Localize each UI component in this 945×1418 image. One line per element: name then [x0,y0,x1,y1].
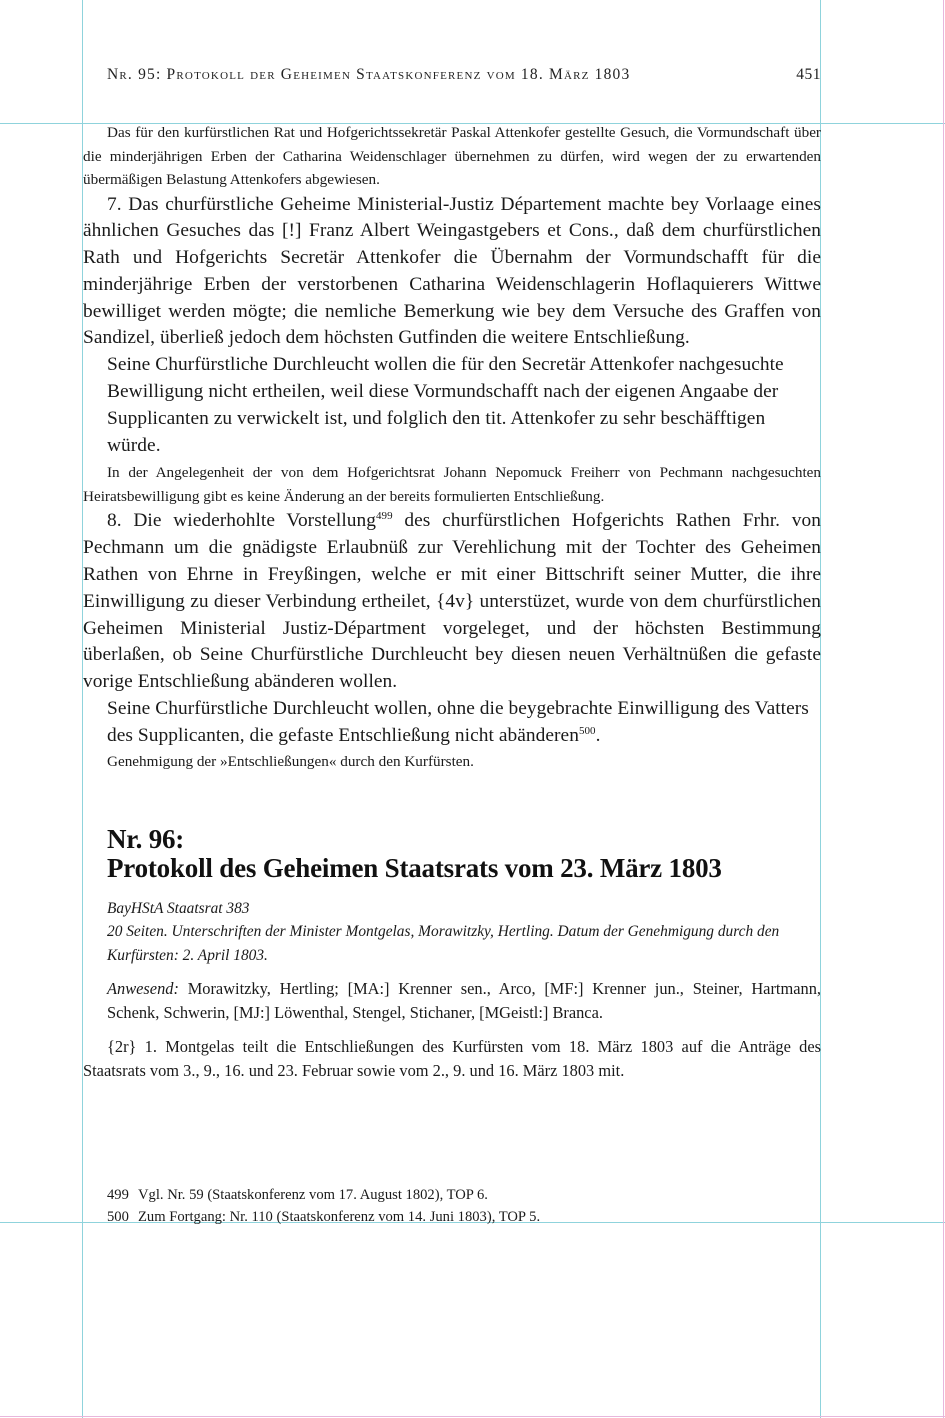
attendance-names: Morawitzky, Hertling; [MA:] Krenner sen., Arco, [MF:] Krenner jun., Steiner, Hartmann, Schenk, Schwerin, [MJ:] Löwenthal, Stengel, Stichaner, [MGeistl:] Branca. [107,979,821,1023]
approval-note: Genehmigung der »Entschließungen« durch den Kurfürsten. [107,752,474,770]
item-8-resolution-end: . [595,724,601,746]
attendance [83,977,821,1025]
bleed-guide-bottom [0,1416,945,1417]
footnotes [107,1185,821,1228]
item-8-text-rest: des churfürstlichen Hofgerichts Rathen Frhr. von Pechmann um die gnädigste Erlaubnüß zur Verehlichung mit der Tochter des Geheimen Rathen von Ehrne in Freyßingen, welche er mit einer Bittschrift seiner Mutter, die ihre Einwilligung zu dieser Verbindung ertheilet, {4v} unterstüzet, wurde von dem churfürstlichen Geheimen Ministerial Justiz-Départment vorgeleget, und der höchsten Bestimmung überlaßen, ob Seine Churfürstliche Durchleucht bey diesen neuen Verhältnüßen die gefaste vorige Entschließung abänderen wollen. [83,510,821,693]
item-8-text-start: 8. Die wiederhohlte Vorstellung [107,510,376,532]
summary-attenkofer: Das für den kurfürstlichen Rat und Hofgerichtssekretär Paskal Attenkofer gestellte Gesuch, die Vormundschaft über die minderjährigen Erben der Catharina Weidenschlager übernehmen zu dürfen, wird wegen der zu erwartenden übermäßigen Belastung Attenkofers abgewiesen. [83,124,821,188]
archive-source: BayHStA Staatsrat 383 [107,899,250,917]
page-number: 451 [796,66,821,83]
footnote-number: 499 [107,1187,129,1203]
heading-title: Protokoll des Geheimen Staatsrats vom 23. März 1803 [107,852,722,883]
running-head-title: Nr. 95: Protokoll der Geheimen Staatskonferenz vom 18. März 1803 [107,66,631,83]
bleed-guide-right [943,0,944,1418]
item-7-resolution: Seine Churfürstliche Durchleucht wollen die für den Secretär Attenkofer nachgesuchte Bewilligung nicht ertheilen, weil diese Vormundschafft nach der eigenen Angaabe der Supplicanten zu verwickelt ist, und folglich den tit. Attenkofer zu sehr beschäfftigen würde. [107,354,784,456]
running-head [107,66,821,84]
source-info [83,897,821,968]
section-heading [83,825,821,883]
document-description: 20 Seiten. Unterschriften der Minister Montgelas, Morawitzky, Hertling. Datum der Genehmigung durch den Kurfürsten: 2. April 1803. [107,923,780,964]
item-8-text [83,508,821,696]
heading-number: Nr. 96: [107,823,185,854]
footnote-number: 500 [107,1208,129,1225]
summary-pechmann: In der Angelegenheit der von dem Hofgerichtsrat Johann Nepomuck Freiherr von Pechmann nachgesuchten Heiratsbewilligung gibt es keine Änderung an der bereits formulierten Entschließung. [83,464,821,505]
footnote-text: Zum Fortgang: Nr. 110 (Staatskonferenz vom 14. Juni 1803), TOP 5. [138,1208,541,1225]
item-8-resolution-text: Seine Churfürstliche Durchleucht wollen, ohne die beygebrachte Einwilligung des Vatters des Supplicanten, die gefaste Entschließung nicht abänderen [107,698,809,746]
attendance-label: Anwesend: [107,979,179,999]
item-8-resolution [83,696,821,750]
footnote-ref-499[interactable]: 499 [376,510,393,523]
footnote [107,1185,821,1207]
footnote-ref-500[interactable]: 500 [578,724,596,737]
footnote [107,1207,821,1229]
item-7-text: 7. Das churfürstliche Geheime Ministerial-Justiz Département machte bey Vorlaage eines ähnlichen Gesuches das [!] Franz Albert Weingastgebers et Cons., daß dem churfürstlichen Rath und Hofgerichts Secretär Attenkofer die Übernahm der Vormundschafft für die minderjährige Erben der verstorbenen Catharina Weidenschlagerin Hoflaquierers Wittwe bewilliget werden mögte; die nemliche Bemerkung wie bey dem Versuche des Graffen von Sandizel, überließ jedoch dem höchsten Gutfinden die weitere Entschließung. [83,193,821,349]
item-1-text: {2r} 1. Montgelas teilt die Entschließungen des Kurfürsten vom 18. März 1803 auf die Anträge des Staatsrats vom 3., 9., 16. und 23. Februar sowie vom 2., 9. und 16. März 1803 mit. [83,1037,821,1081]
footnote-text: Vgl. Nr. 59 (Staatskonferenz vom 17. August 1802), TOP 6. [138,1187,488,1203]
page-body [83,121,821,1083]
